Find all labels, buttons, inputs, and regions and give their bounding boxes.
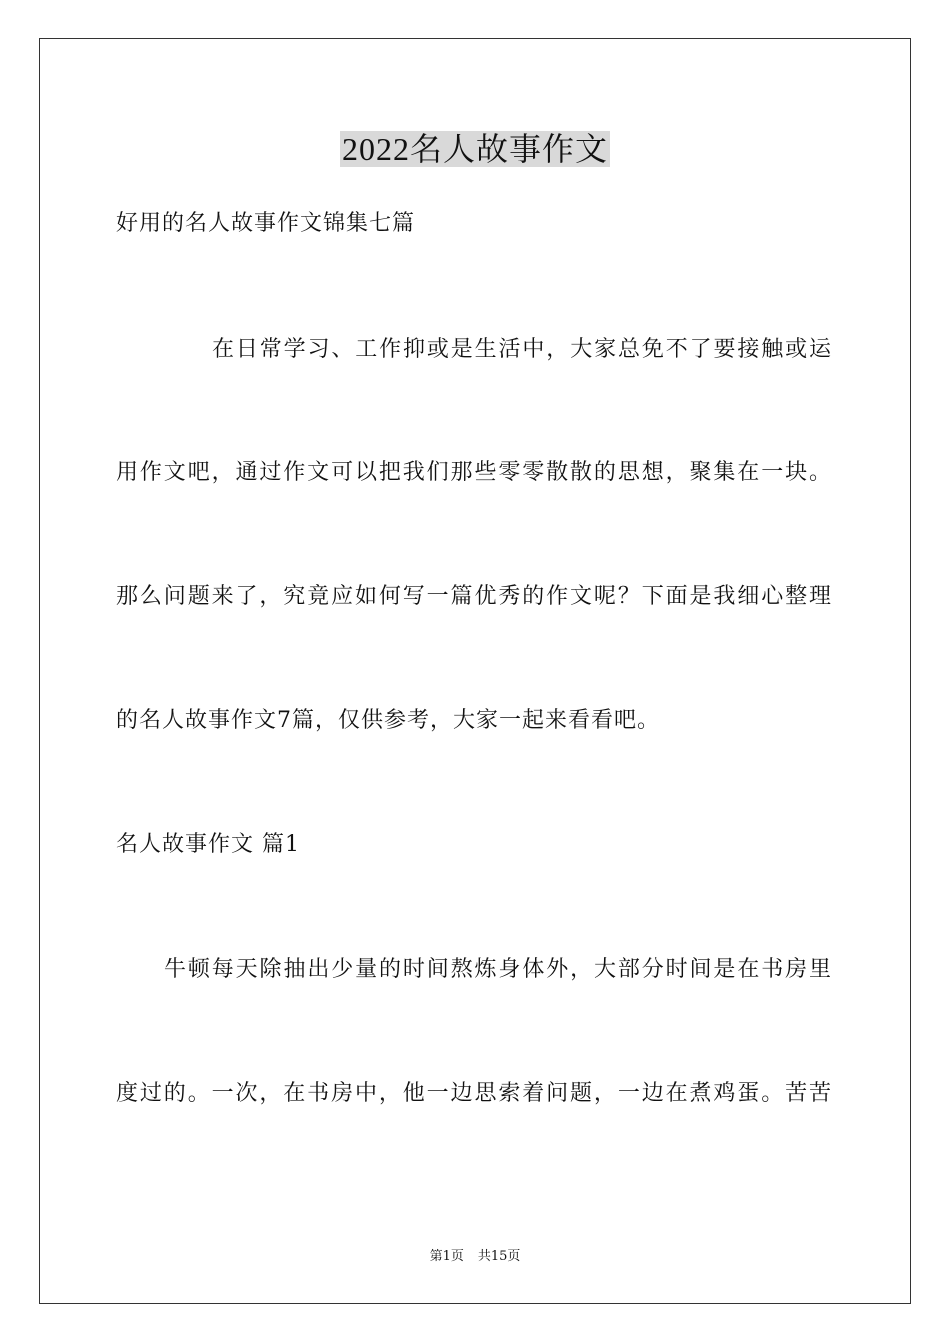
body-line: 度过的。一次，在书房中，他一边思索着问题，一边在煮鸡蛋。苦苦 bbox=[116, 1081, 832, 1106]
document-title-text: 2022名人故事作文 bbox=[341, 131, 608, 167]
intro-line: 的名人故事作文7篇，仅供参考，大家一起来看看吧。 bbox=[116, 708, 660, 733]
body-line: 牛顿每天除抽出少量的时间熬炼身体外，大部分时间是在书房里 bbox=[164, 957, 832, 982]
page-total: 共15页 bbox=[477, 1249, 521, 1264]
page-number: 第1页 bbox=[429, 1249, 464, 1264]
intro-line: 那么问题来了，究竟应如何写一篇优秀的作文呢？下面是我细心整理 bbox=[116, 584, 832, 609]
intro-line: 用作文吧，通过作文可以把我们那些零零散散的思想，聚集在一块。 bbox=[116, 460, 832, 485]
document-title bbox=[0, 126, 950, 172]
section-heading: 名人故事作文 篇1 bbox=[116, 832, 300, 857]
page-footer bbox=[0, 1248, 950, 1266]
document-subtitle: 好用的名人故事作文锦集七篇 bbox=[116, 211, 416, 236]
intro-line: 在日常学习、工作抑或是生活中，大家总免不了要接触或运 bbox=[212, 337, 832, 362]
